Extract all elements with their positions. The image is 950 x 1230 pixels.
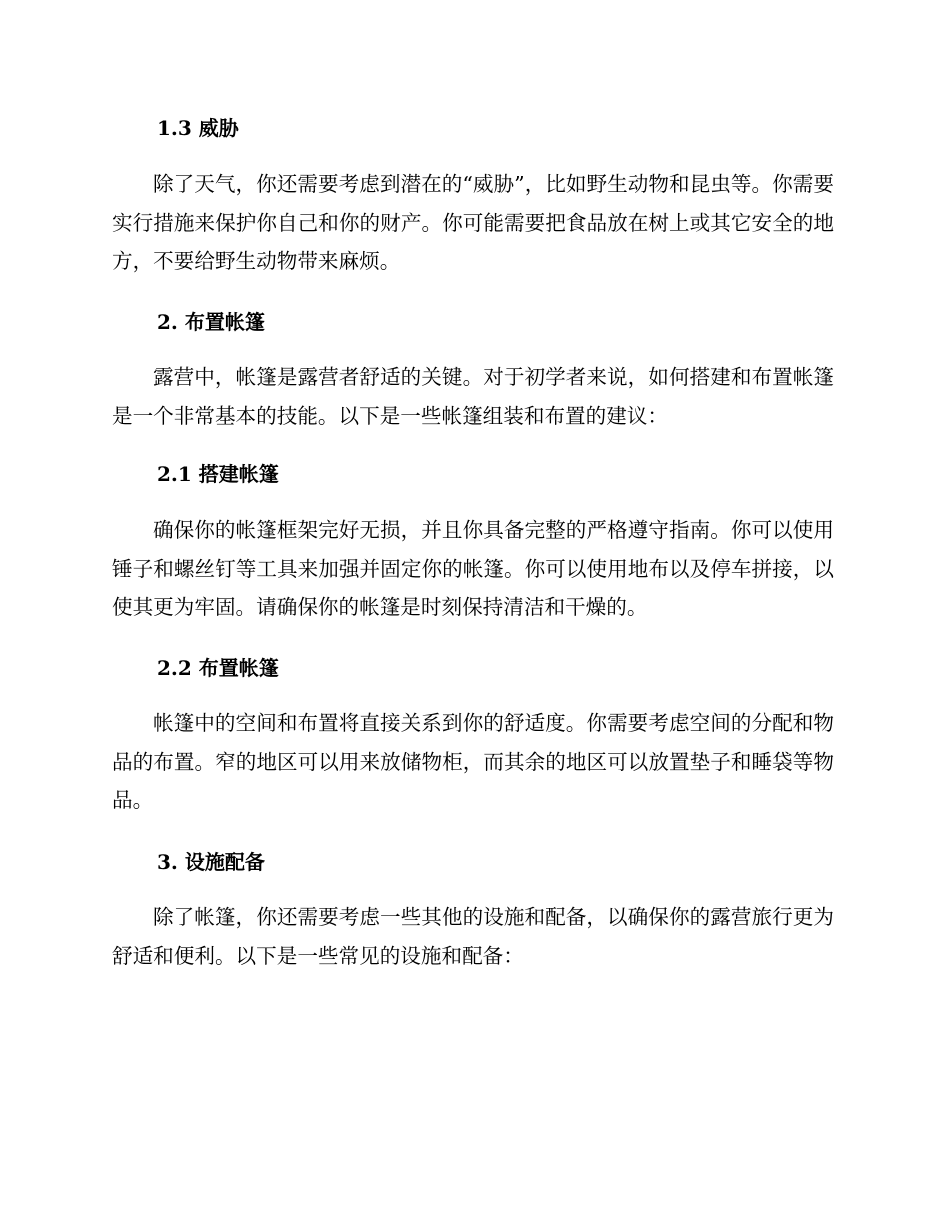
section-heading-facilities: 3. 设施配备 xyxy=(157,850,265,874)
section-heading-arrange-tent: 2.2 布置帐篷 xyxy=(157,656,279,680)
section-paragraph-tent-setup: 露营中，帐篷是露营者舒适的关键。对于初学者来说，如何搭建和布置帐篷是一个非常基本的技能。以下是一些帐篷组装和布置的建议： xyxy=(112,365,834,428)
section-heading-pitch-tent: 2.1 搭建帐篷 xyxy=(157,462,279,486)
section-heading-tent-setup: 2. 布置帐篷 xyxy=(157,310,265,334)
section-paragraph-threats: 除了天气，你还需要考虑到潜在的“威胁”，比如野生动物和昆虫等。你需要实行措施来保护你自己和你的财产。你可能需要把食品放在树上或其它安全的地方，不要给野生动物带来麻烦。 xyxy=(112,172,834,273)
section-paragraph-facilities: 除了帐篷，你还需要考虑一些其他的设施和配备，以确保你的露营旅行更为舒适和便利。以下是一些常见的设施和配备： xyxy=(112,905,834,968)
section-paragraph-pitch-tent: 确保你的帐篷框架完好无损，并且你具备完整的严格遵守指南。你可以使用锤子和螺丝钉等工具来加强并固定你的帐篷。你可以使用地布以及停车拼接，以使其更为牢固。请确保你的帐篷是时刻保持清洁和干燥的。 xyxy=(112,518,834,619)
section-heading-threats: 1.3 威胁 xyxy=(157,116,239,140)
section-paragraph-arrange-tent: 帐篷中的空间和布置将直接关系到你的舒适度。你需要考虑空间的分配和物品的布置。窄的地区可以用来放储物柜，而其余的地区可以放置垫子和睡袋等物品。 xyxy=(112,711,834,812)
